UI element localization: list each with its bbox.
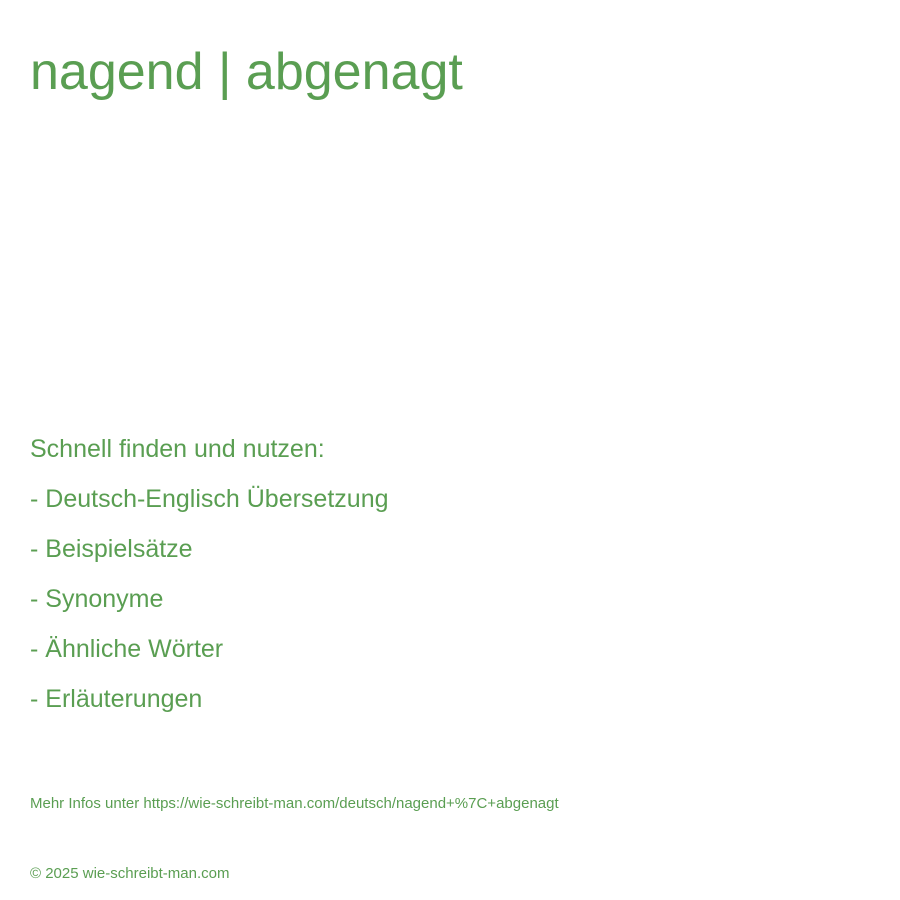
copyright-notice: © 2025 wie-schreibt-man.com xyxy=(30,865,230,882)
feature-item-similar-words: - Ähnliche Wörter xyxy=(30,635,224,663)
more-info-text: Mehr Infos unter https://wie-schreibt-man.com/deutsch/nagend+%7C+abgenagt xyxy=(30,795,559,812)
feature-item-synonyms: - Synonyme xyxy=(30,585,164,613)
feature-item-explanations: - Erläuterungen xyxy=(30,685,203,713)
feature-list-heading: Schnell finden und nutzen: xyxy=(30,435,325,463)
feature-item-example-sentences: - Beispielsätze xyxy=(30,535,193,563)
feature-item-translation: - Deutsch-Englisch Übersetzung xyxy=(30,485,389,513)
feature-list xyxy=(30,424,389,724)
page-title: nagend | abgenagt xyxy=(30,43,463,101)
